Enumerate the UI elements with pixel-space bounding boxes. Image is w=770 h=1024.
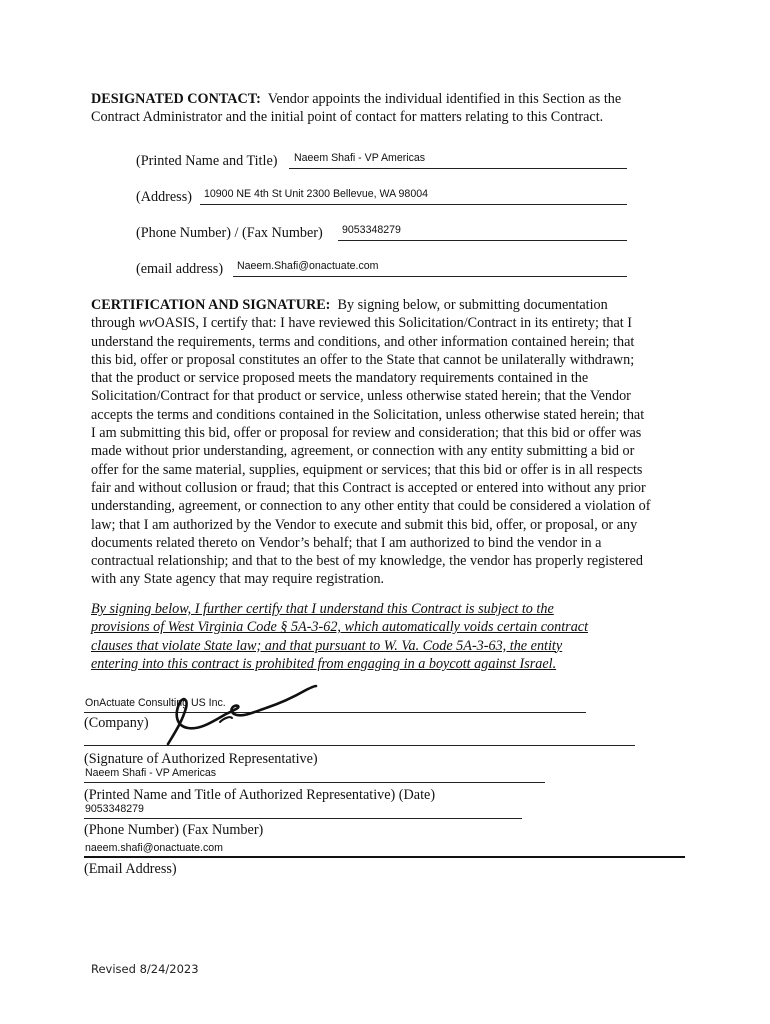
designated-contact-text-line1: Vendor appoints the individual identified in this Section as the (267, 91, 622, 107)
phone-number-label: (Phone Number) (Fax Number) (84, 822, 264, 838)
email-address-field[interactable] (84, 841, 685, 858)
cert-line: By signing below, or submitting documentation (337, 297, 608, 313)
email-address-value: naeem.shafi@onactuate.com (85, 842, 223, 854)
designated-contact-heading: DESIGNATED CONTACT: (91, 91, 261, 107)
cert-line: law; that I am authorized by the Vendor to execute and submit this bid, offer, or proposal, or any (91, 516, 638, 533)
printed-name-title-field[interactable] (84, 767, 545, 783)
cert-line: this bid, offer or proposal constitutes an offer to the State that cannot be unilaterally withdrawn; (91, 351, 635, 368)
address-value: 10900 NE 4th St Unit 2300 Bellevue, WA 98004 (204, 188, 428, 200)
printed-name-value: Naeem Shafi - VP Americas (294, 152, 426, 164)
printed-name-title-value: Naeem Shafi - VP Americas (85, 767, 217, 779)
address-field[interactable] (200, 188, 627, 205)
cert-line: with any State agency that may require registration. (91, 571, 385, 588)
handwritten-signature (160, 682, 325, 752)
signature-label: (Signature of Authorized Representative) (84, 751, 318, 767)
cert-line: contractual relationship; and that to the best of my knowledge, the vendor has properly registered (91, 553, 643, 570)
phone-fax-value: 9053348279 (342, 224, 401, 236)
further-line: entering into this contract is prohibited from engaging in a boycott against Israel. (91, 655, 557, 672)
email-field[interactable] (233, 260, 627, 277)
cert-line: made without prior understanding, agreement, or connection with any entity submitting a bid or (91, 443, 635, 460)
further-certify-paragraph (91, 600, 651, 673)
phone-fax-field[interactable] (338, 224, 627, 241)
cert-line: fair and without collusion or fraud; that this Contract is accepted or entered into without any prior (91, 479, 646, 496)
certification-heading: CERTIFICATION AND SIGNATURE: (91, 297, 331, 313)
cert-line: accepts the terms and conditions contained in the Solicitation, unless otherwise stated herein; that (91, 406, 645, 423)
printed-name-field[interactable] (289, 152, 627, 169)
email-label: (email address) (136, 261, 224, 277)
phone-number-value: 9053348279 (85, 803, 144, 815)
printed-name-label: (Printed Name and Title) (136, 153, 278, 169)
cert-line: documents related thereto on Vendor’s behalf; that I am authorized to bind the vendor in a (91, 534, 602, 551)
cert-line: offer for the same material, supplies, equipment or services; that this bid or offer is in all respects (91, 461, 643, 478)
phone-fax-label: (Phone Number) / (Fax Number) (136, 225, 323, 241)
company-label: (Company) (84, 715, 149, 731)
designated-contact-text-line2: Contract Administrator and the initial point of contact for matters relating to this Contract. (91, 109, 604, 126)
cert-line: that the product or service proposed meets the mandatory requirements contained in the (91, 370, 589, 387)
revised-date: Revised 8/24/2023 (91, 962, 199, 976)
phone-number-field[interactable] (84, 803, 522, 819)
email-value: Naeem.Shafi@onactuate.com (237, 260, 379, 272)
email-address-label: (Email Address) (84, 861, 177, 877)
designated-contact-paragraph (91, 90, 691, 127)
cert-line: Solicitation/Contract for that product or service, unless otherwise stated herein; that the Vendor (91, 388, 631, 405)
company-value: OnActuate Consulting US Inc. (85, 697, 226, 709)
signature-line[interactable] (84, 745, 635, 746)
printed-name-title-label: (Printed Name and Title of Authorized Representative) (Date) (84, 787, 436, 803)
further-line: provisions of West Virginia Code § 5A-3-62, which automatically voids certain contract (91, 619, 589, 636)
cert-line: understanding, agreement, or connection to any other entity that could be considered a violation of (91, 498, 651, 515)
further-line: clauses that violate State law; and that pursuant to W. Va. Code 5A-3-63, the entity (91, 637, 563, 654)
cert-line: I am submitting this bid, offer or proposal for review and consideration; that this bid or offer was (91, 425, 642, 442)
certification-paragraph (91, 296, 691, 589)
cert-line: understand the requirements, terms and conditions, and other information contained herein; that (91, 333, 635, 350)
cert-line: through wvOASIS, I certify that: I have reviewed this Solicitation/Contract in its entirety; that I (91, 315, 632, 332)
address-label: (Address) (136, 189, 192, 205)
further-line: By signing below, I further certify that I understand this Contract is subject to the (91, 601, 554, 617)
